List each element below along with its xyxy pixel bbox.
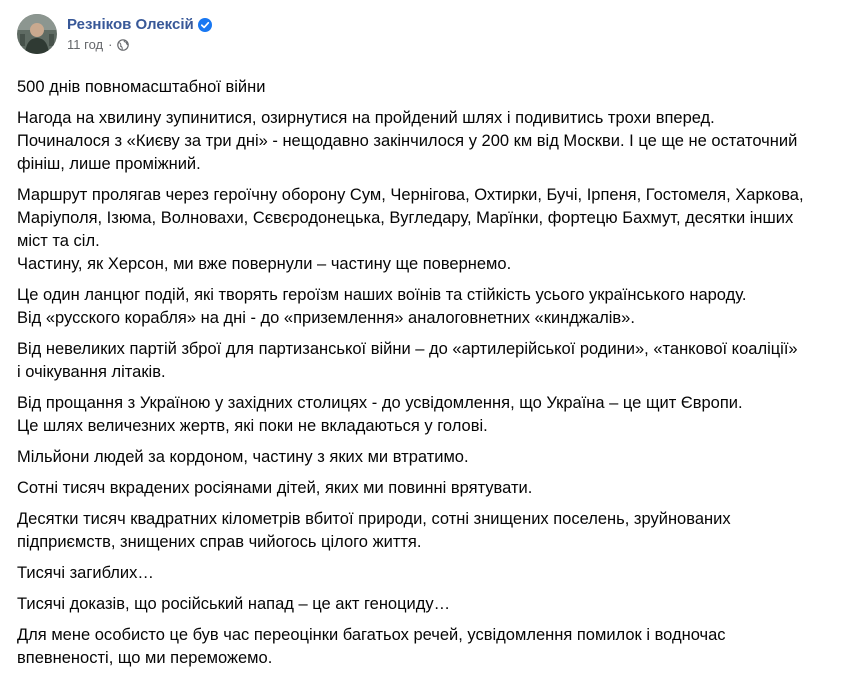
author-avatar[interactable] — [17, 14, 57, 54]
post-text-line: Для мене особисто це був час переоцінки багатьох речей, усвідомлення помилок і водночас — [17, 626, 726, 644]
post-text-line: Від невеликих партій зброї для партизанської війни – до «артилерійської родини», «танкової коаліції» — [17, 340, 798, 358]
post-header — [17, 12, 851, 70]
post-text-line: Маршрут пролягав через героїчну оборону Сум, Чернігова, Охтирки, Бучі, Ірпеня, Гостомеля, Харкова, — [17, 186, 804, 204]
post-text-line: фініш, лише проміжний. — [17, 155, 201, 173]
post-paragraph — [17, 624, 851, 670]
post-paragraph — [17, 477, 851, 500]
globe-icon[interactable] — [117, 39, 129, 51]
post-text-line: Десятки тисяч квадратних кілометрів вбитої природи, сотні знищених поселень, зруйнованих — [17, 510, 731, 528]
post-text-line: Тисячі доказів, що російський напад – це акт геноциду… — [17, 595, 451, 613]
post-text-line: Нагода на хвилину зупинитися, озирнутися на пройдений шлях і подивитись трохи вперед. — [17, 109, 715, 127]
post-paragraph — [17, 284, 851, 330]
post-text-line: Маріуполя, Ізюма, Волновахи, Сєвєродонецька, Вугледару, Марїнки, фортецю Бахмут, десятки інших — [17, 209, 794, 227]
meta-separator: · — [108, 37, 113, 52]
post-timestamp-link[interactable]: 11 год — [67, 37, 104, 52]
author-name-link[interactable]: Резніков Олексій — [67, 16, 194, 33]
post-text-line: 500 днів повномасштабної війни — [17, 78, 266, 96]
post-text-line: Від прощання з Україною у західних столицях - до усвідомлення, що Україна – це щит Європи. — [17, 394, 743, 412]
post-text-line: і очікування літаків. — [17, 363, 166, 381]
author-info — [67, 12, 212, 53]
post-text-line: Починалося з «Києву за три дні» - нещодавно закінчилося у 200 км від Москви. І це ще не остаточний — [17, 132, 798, 150]
post-text-line: Це один ланцюг подій, які творять героїзм наших воїнів та стійкість усього українського народу. — [17, 286, 747, 304]
post-text-line: Сотні тисяч вкрадених росіянами дітей, яких ми повинні врятувати. — [17, 479, 533, 497]
post-paragraph — [17, 593, 851, 616]
post-text-line: міст та сіл. — [17, 232, 100, 250]
post-text-line: Від «русского корабля» на дні - до «приземлення» аналоговнетних «кинджалів». — [17, 309, 635, 327]
post-text-line: Частину, як Херсон, ми вже повернули – частину ще повернемо. — [17, 255, 512, 273]
post-body — [17, 76, 851, 670]
author-row — [67, 15, 212, 35]
post-paragraph — [17, 392, 851, 438]
post-paragraph — [17, 446, 851, 469]
post-text-line: впевненості, що ми переможемо. — [17, 649, 273, 667]
post-paragraph — [17, 338, 851, 384]
post-text-line: Тисячі загиблих… — [17, 564, 154, 582]
verified-badge-icon — [198, 18, 212, 32]
post-paragraph — [17, 508, 851, 554]
post-paragraph — [17, 562, 851, 585]
post-text-line: підприємств, знищених справ чийогось цілого життя. — [17, 533, 422, 551]
post-text-line: Мільйони людей за кордоном, частину з яких ми втратимо. — [17, 448, 469, 466]
post-paragraph — [17, 184, 851, 276]
post-text-line: Це шлях величезних жертв, які поки не вкладаються у голові. — [17, 417, 488, 435]
post-meta — [67, 37, 212, 53]
post-paragraph — [17, 76, 851, 99]
post-paragraph — [17, 107, 851, 176]
